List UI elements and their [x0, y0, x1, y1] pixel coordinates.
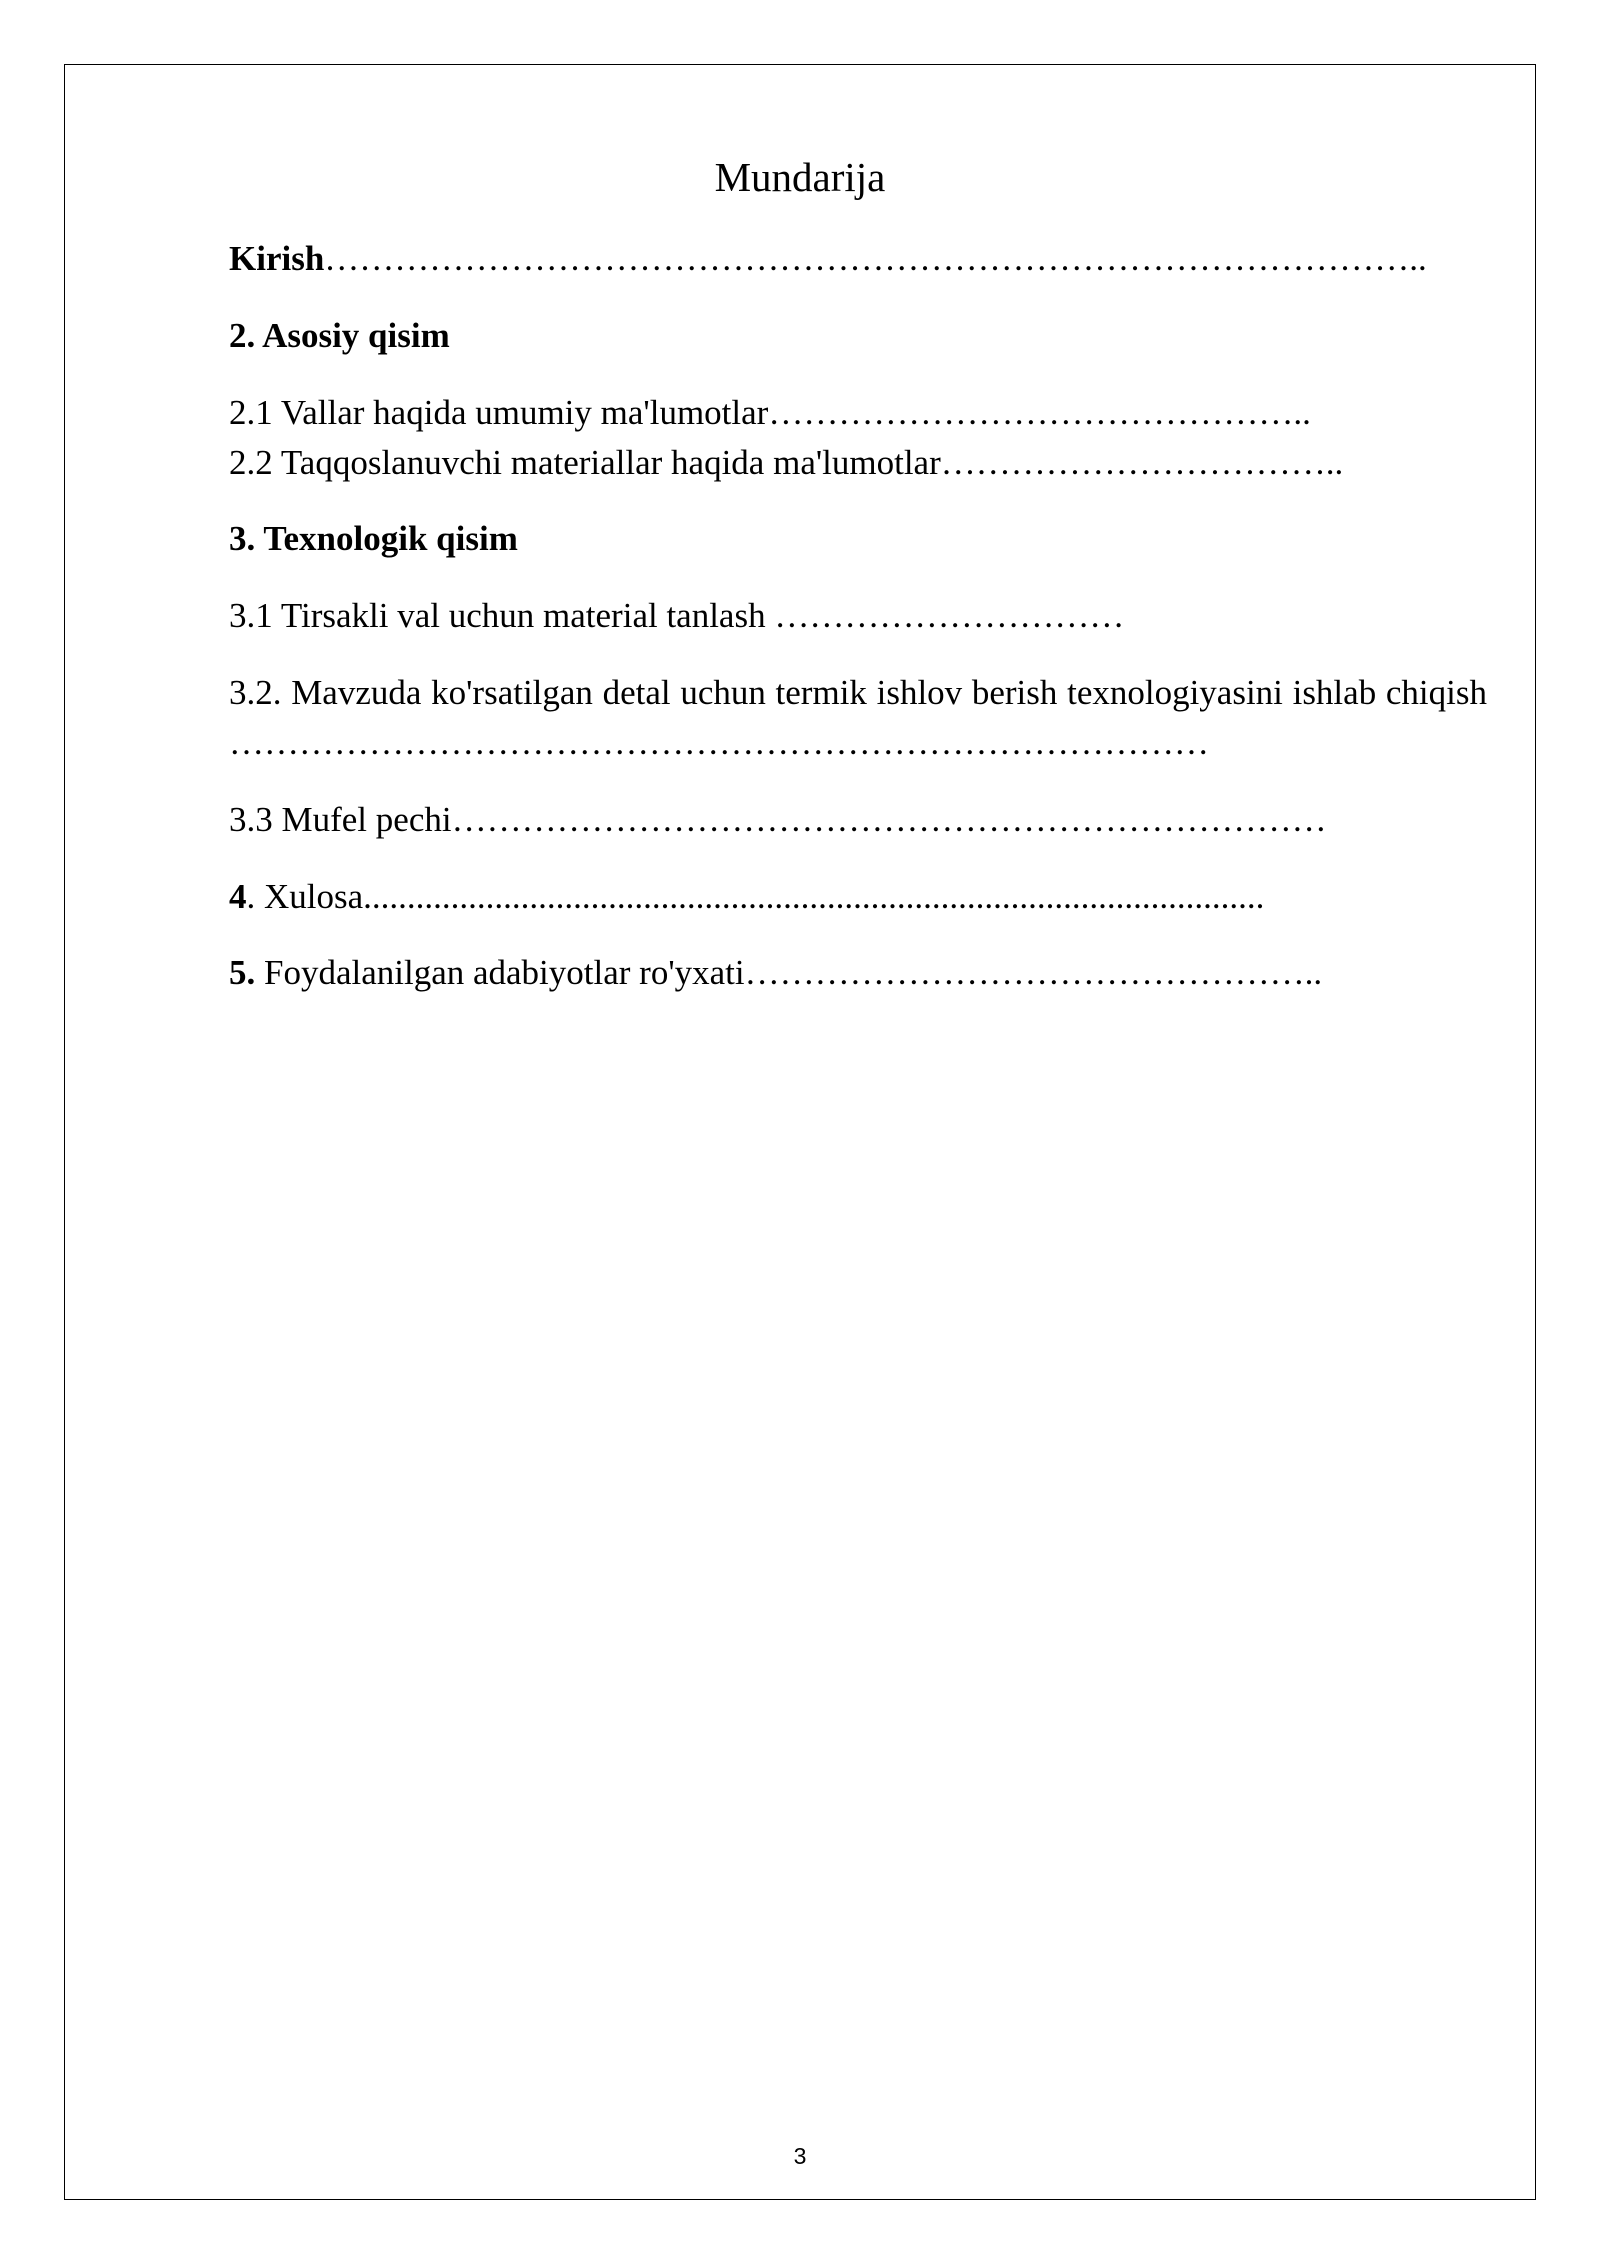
- toc-entry-4[interactable]: [229, 872, 1487, 922]
- toc-dot-leader: …………………………: [774, 596, 1125, 635]
- toc-entry-3-3[interactable]: [229, 795, 1487, 845]
- toc-entry-3-2[interactable]: [229, 668, 1487, 768]
- toc-entry-kirish[interactable]: [229, 234, 1487, 284]
- page-number: 3: [793, 2143, 807, 2169]
- toc-entry-label: 3.2. Mavzuda ko'rsatilgan detal uchun termik ishlov berish texnologiyasini ishlab chiqish: [229, 673, 1487, 712]
- toc-dot-leader: ………………………………………..: [768, 393, 1311, 432]
- page-title: Mundarija: [714, 154, 886, 200]
- toc-entry-2-1[interactable]: [229, 388, 1487, 438]
- toc-dot-leader: …………………………………………………………………: [451, 800, 1327, 839]
- toc-dot-leader: …………………………………………………………………………: [229, 723, 1209, 762]
- toc-dot-leader: …………………………………………..: [744, 953, 1323, 992]
- toc-entry-2-2[interactable]: [229, 438, 1487, 488]
- toc-entry-number: 5.: [229, 953, 256, 992]
- toc-dot-leader: ……………………………..: [940, 443, 1344, 482]
- toc-entry-label: 3.1 Tirsakli val uchun material tanlash: [229, 596, 775, 635]
- toc-entry-label: Kirish: [229, 239, 325, 278]
- page-frame: [64, 64, 1536, 2200]
- toc-entry-number: 4: [229, 877, 247, 916]
- toc-dot-leader: .......................................................................................................: [363, 877, 1265, 916]
- toc-entry-5[interactable]: [229, 948, 1487, 998]
- toc-entry-3-1[interactable]: [229, 591, 1487, 641]
- toc-entry-label: Foydalanilgan adabiyotlar ro'yxati: [255, 953, 745, 992]
- toc-entry-label: 2.2 Taqqoslanuvchi materiallar haqida ma'lumotlar: [229, 443, 941, 482]
- toc-entry-label: 3.3 Mufel pechi: [229, 800, 452, 839]
- toc-entry-label: 2.1 Vallar haqida umumiy ma'lumotlar: [229, 393, 769, 432]
- toc-dot-leader: …………………………………………………………………………………..: [324, 239, 1427, 278]
- toc-section-texnologik-qisim[interactable]: 3. Texnologik qisim: [229, 519, 518, 558]
- toc-section-asosiy-qisim[interactable]: 2. Asosiy qisim: [229, 316, 450, 355]
- toc-entry-label: . Xulosa: [246, 877, 364, 916]
